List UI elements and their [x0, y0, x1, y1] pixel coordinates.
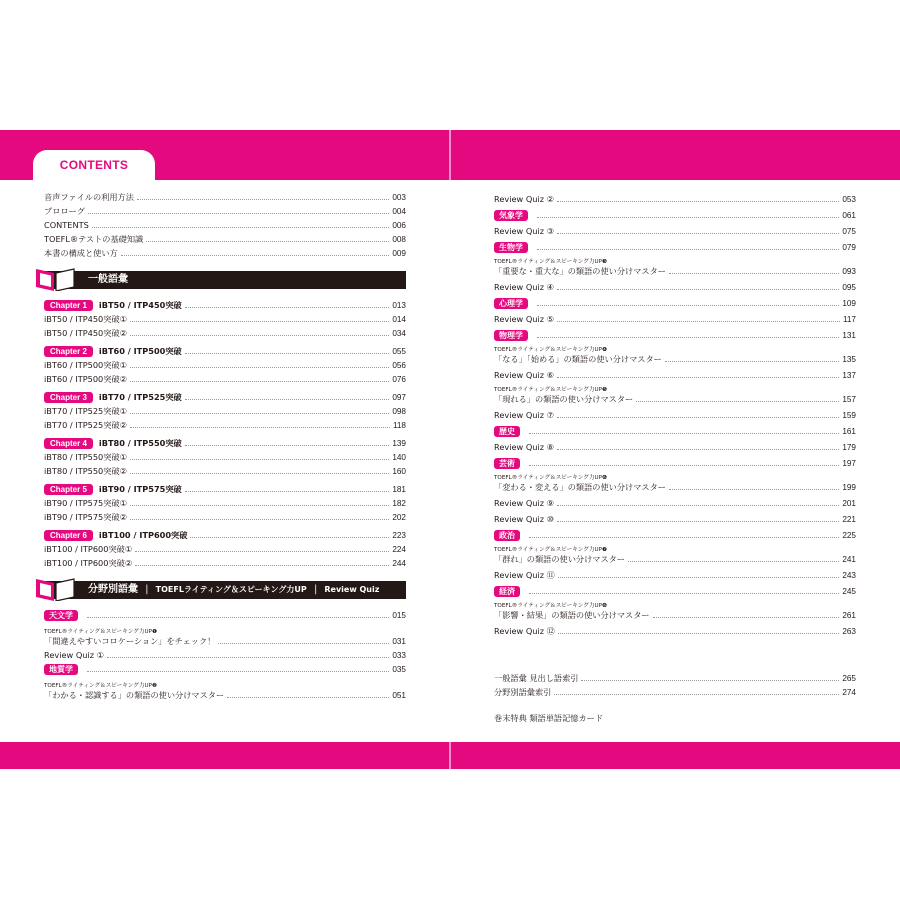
toc-label: Review Quiz ③ — [494, 226, 554, 236]
leader-dots — [581, 680, 839, 681]
leader-dots — [121, 255, 390, 256]
page-number: 053 — [842, 195, 856, 204]
page-number: 013 — [392, 301, 406, 310]
toc-entry[interactable] — [44, 541, 406, 555]
section-title: 一般語彙 — [88, 274, 128, 285]
index-entry[interactable] — [494, 684, 856, 698]
page-number: 034 — [392, 329, 406, 338]
leader-dots — [135, 565, 389, 566]
leader-dots — [130, 427, 390, 428]
toc-label: iBT100 / ITP600突破① — [44, 544, 133, 554]
toc-entry[interactable] — [44, 189, 406, 203]
page-number: 202 — [392, 513, 406, 522]
field-entry[interactable] — [494, 325, 856, 341]
toc-entry[interactable] — [44, 245, 406, 259]
leader-dots — [557, 449, 839, 450]
chapter-title: iBT50 / ITP450突破 — [98, 300, 182, 310]
toc-label: Review Quiz ⑥ — [494, 370, 554, 380]
page-number: 117 — [842, 315, 856, 324]
toc-label: iBT60 / ITP500突破② — [44, 374, 127, 384]
page-number: 244 — [392, 559, 406, 568]
leader-dots — [130, 367, 389, 368]
leader-dots — [130, 321, 389, 322]
page-number: 225 — [842, 531, 856, 540]
leader-dots — [130, 413, 389, 414]
leader-dots — [636, 401, 839, 402]
leader-dots — [88, 213, 389, 214]
leader-dots — [628, 561, 839, 562]
toc-entry[interactable] — [44, 325, 406, 339]
toc-label: iBT100 / ITP600突破② — [44, 558, 133, 568]
toc-label: Review Quiz ⑦ — [494, 410, 554, 420]
page-number: 197 — [842, 459, 856, 468]
page-gutter — [449, 130, 451, 180]
toc-label: 「群れ」の類語の使い分けマスター — [494, 554, 626, 564]
page-number: 031 — [392, 637, 406, 646]
toc-entry[interactable] — [44, 495, 406, 509]
field-tag: 生物学 — [494, 242, 528, 253]
page-number: 098 — [392, 407, 406, 416]
page-number: 181 — [392, 485, 406, 494]
toc-label: Review Quiz ② — [494, 194, 554, 204]
field-entry[interactable] — [494, 293, 856, 309]
page-number: 160 — [392, 467, 406, 476]
field-tag: 歴史 — [494, 426, 520, 437]
open-book-icon — [34, 575, 78, 601]
leader-dots — [557, 289, 839, 290]
skill-up-label: TOEFL®ライティング＆スピーキング力UP❼ — [494, 547, 607, 553]
chapter-group — [44, 481, 406, 523]
page-number: 051 — [392, 691, 406, 700]
page-number: 161 — [842, 427, 856, 436]
leader-dots — [557, 521, 839, 522]
toc-label: iBT90 / ITP575突破① — [44, 498, 127, 508]
skill-up-label: TOEFL®ライティング＆スピーキング力UP❶ — [44, 629, 157, 635]
page-number: 109 — [842, 299, 856, 308]
skill-up-label: TOEFL®ライティング＆スピーキング力UP❸ — [494, 259, 607, 265]
leader-dots — [529, 537, 839, 538]
page-number: 056 — [392, 361, 406, 370]
chapter-entry[interactable] — [44, 435, 406, 449]
page-number: 245 — [842, 587, 856, 596]
field-tag: 地質学 — [44, 664, 78, 675]
leader-dots — [185, 491, 390, 492]
bonus-entry[interactable] — [494, 710, 856, 724]
toc-entry[interactable] — [494, 509, 856, 525]
chapter-entry[interactable] — [44, 389, 406, 403]
leader-dots — [87, 617, 389, 618]
page-number: 006 — [392, 221, 406, 230]
field-tag: 政治 — [494, 530, 520, 541]
field-tag: 心理学 — [494, 298, 528, 309]
leader-dots — [529, 593, 839, 594]
leader-dots — [557, 233, 839, 234]
toc-label: iBT80 / ITP550突破② — [44, 466, 127, 476]
field-entry[interactable] — [44, 607, 406, 621]
toc-entry[interactable] — [44, 217, 406, 231]
page-number: 199 — [842, 483, 856, 492]
leader-dots — [185, 445, 390, 446]
page-number: 261 — [842, 611, 856, 620]
toc-label: 「間違えやすいコロケーション」をチェック！ — [44, 636, 216, 646]
skill-up-entry[interactable] — [44, 679, 406, 701]
page-number: 008 — [392, 235, 406, 244]
chapter-entry[interactable] — [44, 297, 406, 311]
toc-label: 分野別語彙索引 — [494, 687, 552, 697]
toc-label: 「なる」「始める」の類語の使い分けマスター — [494, 354, 662, 364]
leader-dots — [557, 321, 840, 322]
page-number: 139 — [392, 439, 406, 448]
toc-label: 「影響・結果」の類語の使い分けマスター — [494, 610, 650, 620]
toc-entry[interactable] — [44, 231, 406, 245]
toc-entry[interactable] — [494, 221, 856, 237]
toc-label: Review Quiz ⑪ — [494, 570, 555, 580]
toc-entry[interactable] — [44, 647, 406, 661]
page-number: 274 — [842, 688, 856, 697]
leader-dots — [135, 551, 389, 552]
toc-entry[interactable] — [494, 365, 856, 381]
open-book-icon — [34, 265, 78, 291]
toc-entry[interactable] — [44, 357, 406, 371]
toc-entry[interactable] — [44, 311, 406, 325]
toc-entry[interactable] — [494, 493, 856, 509]
toc-entry[interactable] — [494, 565, 856, 581]
page-number: 095 — [842, 283, 856, 292]
contents-tab — [33, 150, 155, 181]
page-number: 241 — [842, 555, 856, 564]
skill-up-label: TOEFL®ライティング＆スピーキング力UP❻ — [494, 475, 607, 481]
leader-dots — [558, 633, 840, 634]
left-toc-column — [44, 189, 406, 701]
page-number: 140 — [392, 453, 406, 462]
toc-label: iBT50 / ITP450突破① — [44, 314, 127, 324]
toc-label: Review Quiz ⑨ — [494, 498, 554, 508]
leader-dots — [653, 617, 840, 618]
page-number: 014 — [392, 315, 406, 324]
page-number: 118 — [392, 421, 406, 430]
page-number: 135 — [842, 355, 856, 364]
page-number: 093 — [842, 267, 856, 276]
leader-dots — [537, 305, 839, 306]
page-number: 076 — [392, 375, 406, 384]
leader-dots — [107, 657, 389, 658]
toc-label: iBT90 / ITP575突破② — [44, 512, 127, 522]
leader-dots — [130, 459, 389, 460]
leader-dots — [185, 307, 390, 308]
page-number: 243 — [842, 571, 856, 580]
leader-dots — [557, 417, 839, 418]
page-number: 201 — [842, 499, 856, 508]
index-entry[interactable] — [494, 670, 856, 684]
page-number: 263 — [842, 627, 856, 636]
skill-up-entry[interactable] — [494, 253, 856, 277]
page-number: 224 — [392, 545, 406, 554]
section-subtitle: Review Quiz — [324, 585, 380, 594]
chapter-tag: Chapter 6 — [44, 530, 93, 541]
chapter-tag: Chapter 1 — [44, 300, 93, 311]
chapter-group — [44, 527, 406, 569]
page-number: 061 — [842, 211, 856, 220]
toc-entry[interactable] — [494, 405, 856, 421]
toc-entry[interactable] — [44, 371, 406, 385]
page-number: 075 — [842, 227, 856, 236]
toc-label: 「変わる・変える」の類語の使い分けマスター — [494, 482, 666, 492]
page-number: 221 — [842, 515, 856, 524]
leader-dots — [185, 399, 390, 400]
leader-dots — [130, 473, 389, 474]
toc-label: TOEFL®テストの基礎知識 — [44, 234, 144, 244]
field-entry[interactable] — [494, 525, 856, 541]
section-subtitle: TOEFLライティング＆スピーキング力UP — [155, 585, 307, 594]
toc-entry[interactable] — [44, 417, 406, 431]
chapter-tag: Chapter 5 — [44, 484, 93, 495]
skill-up-label: TOEFL®ライティング＆スピーキング力UP❹ — [494, 347, 607, 353]
chapter-tag: Chapter 4 — [44, 438, 93, 449]
toc-entry[interactable] — [44, 555, 406, 569]
field-tag: 天文学 — [44, 610, 78, 621]
skill-up-entry[interactable] — [494, 597, 856, 621]
toc-label: 「重要な・重大な」の類語の使い分けマスター — [494, 266, 666, 276]
page-number: 179 — [842, 443, 856, 452]
leader-dots — [529, 465, 839, 466]
chapter-title: iBT90 / ITP575突破 — [98, 484, 182, 494]
leader-dots — [130, 505, 389, 506]
toc-entry[interactable] — [494, 437, 856, 453]
field-entry[interactable] — [44, 661, 406, 675]
page-title: CONTENTS — [59, 158, 129, 172]
page-gutter — [449, 742, 451, 769]
page-number: 009 — [392, 249, 406, 258]
page-number: 003 — [392, 193, 406, 202]
leader-dots — [92, 227, 390, 228]
page-number: 157 — [842, 395, 856, 404]
leader-dots — [130, 335, 389, 336]
chapter-title: iBT60 / ITP500突破 — [98, 346, 182, 356]
skill-up-label: TOEFL®ライティング＆スピーキング力UP❽ — [494, 603, 607, 609]
toc-label: Review Quiz ⑩ — [494, 514, 554, 524]
leader-dots — [185, 353, 390, 354]
page-number: 097 — [392, 393, 406, 402]
toc-entry[interactable] — [494, 309, 856, 325]
toc-label: iBT50 / ITP450突破② — [44, 328, 127, 338]
skill-up-entry[interactable] — [494, 469, 856, 493]
field-entry[interactable] — [494, 205, 856, 221]
toc-entry[interactable] — [44, 449, 406, 463]
field-tag: 芸術 — [494, 458, 520, 469]
page-number: 079 — [842, 243, 856, 252]
toc-label: Review Quiz ④ — [494, 282, 554, 292]
chapter-group — [44, 435, 406, 477]
field-tag: 経済 — [494, 586, 520, 597]
leader-dots — [669, 489, 839, 490]
leader-dots — [557, 377, 839, 378]
skill-up-entry[interactable] — [494, 541, 856, 565]
skill-up-label: TOEFL®ライティング＆スピーキング力UP❷ — [44, 683, 157, 689]
leader-dots — [669, 273, 839, 274]
chapter-group — [44, 343, 406, 385]
leader-dots — [558, 577, 840, 578]
page-number: 182 — [392, 499, 406, 508]
toc-entry[interactable] — [44, 509, 406, 523]
leader-dots — [537, 337, 839, 338]
section-header-general — [44, 271, 406, 289]
field-entry[interactable] — [494, 581, 856, 597]
toc-label: 巻末特典 類語単語記憶カード — [494, 713, 604, 723]
skill-up-label: TOEFL®ライティング＆スピーキング力UP❺ — [494, 387, 607, 393]
skill-up-entry[interactable] — [44, 625, 406, 647]
toc-label: Review Quiz ⑧ — [494, 442, 554, 452]
page-number: 015 — [392, 611, 406, 620]
leader-dots — [554, 694, 839, 695]
field-entry[interactable] — [494, 237, 856, 253]
chapter-tag: Chapter 3 — [44, 392, 93, 403]
leader-dots — [227, 697, 389, 698]
chapter-entry[interactable] — [44, 527, 406, 541]
toc-entry[interactable] — [494, 189, 856, 205]
leader-dots — [537, 249, 839, 250]
chapter-title: iBT70 / ITP525突破 — [98, 392, 182, 402]
index-list — [494, 670, 856, 724]
right-toc-column — [494, 189, 856, 637]
skill-up-entry[interactable] — [494, 341, 856, 365]
leader-dots — [557, 505, 839, 506]
chapter-group — [44, 389, 406, 431]
toc-label: iBT80 / ITP550突破① — [44, 452, 127, 462]
toc-label: 本書の構成と使い方 — [44, 248, 118, 258]
section-title: 分野別語彙 — [88, 584, 138, 595]
toc-entry[interactable] — [494, 277, 856, 293]
leader-dots — [137, 199, 389, 200]
toc-label: Review Quiz ① — [44, 650, 104, 660]
toc-label: 「わかる・認識する」の類語の使い分けマスター — [44, 690, 225, 700]
field-entry[interactable] — [494, 421, 856, 437]
toc-entry[interactable] — [44, 403, 406, 417]
toc-entry[interactable] — [494, 621, 856, 637]
leader-dots — [130, 381, 389, 382]
skill-up-entry[interactable] — [494, 381, 856, 405]
toc-label: iBT70 / ITP525突破① — [44, 406, 127, 416]
leader-dots — [557, 201, 839, 202]
leader-dots — [87, 671, 389, 672]
page-number: 265 — [842, 674, 856, 683]
leader-dots — [665, 361, 839, 362]
chapter-entry[interactable] — [44, 343, 406, 357]
page-number: 033 — [392, 651, 406, 660]
toc-label: 一般語彙 見出し語索引 — [494, 673, 579, 683]
page-number: 004 — [392, 207, 406, 216]
leader-dots — [218, 643, 389, 644]
page-number: 137 — [842, 371, 856, 380]
page-number: 035 — [392, 665, 406, 674]
page-number: 159 — [842, 411, 856, 420]
chapter-title: iBT80 / ITP550突破 — [98, 438, 182, 448]
leader-dots — [130, 519, 389, 520]
toc-label: 音声ファイルの利用方法 — [44, 192, 134, 202]
leader-dots — [190, 537, 389, 538]
toc-entry[interactable] — [44, 203, 406, 217]
field-tag: 気象学 — [494, 210, 528, 221]
chapter-tag: Chapter 2 — [44, 346, 93, 357]
toc-label: Review Quiz ⑫ — [494, 626, 555, 636]
chapter-title: iBT100 / ITP600突破 — [98, 530, 188, 540]
field-tag: 物理学 — [494, 330, 528, 341]
toc-label: プロローグ — [44, 206, 85, 216]
leader-dots — [537, 217, 839, 218]
toc-entry[interactable] — [44, 463, 406, 477]
leader-dots — [529, 433, 839, 434]
page-number: 223 — [392, 531, 406, 540]
chapter-entry[interactable] — [44, 481, 406, 495]
chapter-group — [44, 297, 406, 339]
toc-label: iBT60 / ITP500突破① — [44, 360, 127, 370]
toc-label: iBT70 / ITP525突破② — [44, 420, 127, 430]
page-number: 055 — [392, 347, 406, 356]
leader-dots — [146, 241, 389, 242]
toc-label: 「現れる」の類語の使い分けマスター — [494, 394, 634, 404]
toc-label: CONTENTS — [44, 220, 89, 230]
section-header-fields: 分野別語彙 | TOEFLライティング＆スピーキング力UP | Review Quiz — [44, 581, 406, 599]
page-number: 131 — [842, 331, 856, 340]
toc-label: Review Quiz ⑤ — [494, 314, 554, 324]
field-entry[interactable] — [494, 453, 856, 469]
